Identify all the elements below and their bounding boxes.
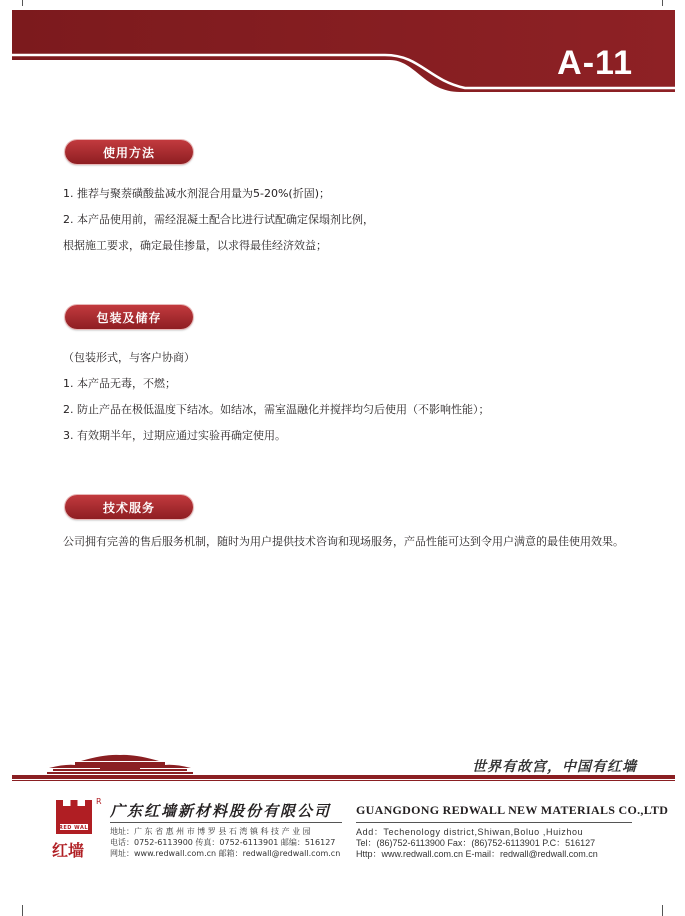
registered-mark: R: [96, 797, 102, 806]
en-phone: Tel：(86)752-6113900 Fax：(86)752-6113901 P.C：516127: [356, 838, 596, 848]
product-code: A-11: [557, 44, 633, 82]
cn-web: 网址：www.redwall.com.cn 邮箱：redwall@redwall.com.cn: [110, 849, 341, 858]
packaging-line-4: 3. 有效期半年，过期应通过实验再确定使用。: [63, 429, 286, 442]
packaging-line-3: 2. 防止产品在极低温度下结冰。如结冰，需室温融化并搅拌均匀后使用（不影响性能）；: [63, 403, 490, 416]
cn-phone: 电话：0752-6113900 传真：0752-6113901 邮编：516127: [110, 838, 336, 847]
palace-icon: [45, 752, 195, 774]
company-name-cn: 广东红墙新材料股份有限公司: [110, 802, 332, 820]
usage-line-3: 根据施工要求，确定最佳掺量，以求得最佳经济效益；: [63, 239, 327, 252]
crop-mark-bl: [22, 905, 23, 916]
en-divider: [356, 822, 632, 823]
section-title-service: 技术服务: [65, 495, 193, 519]
section-title-packaging: 包装及储存: [65, 305, 193, 329]
footer-rule: [12, 775, 675, 779]
slogan: 世界有故宫，中国有红墙: [472, 759, 637, 775]
company-name-en: GUANGDONG REDWALL NEW MATERIALS CO.,LTD: [356, 803, 669, 817]
en-address: Add：Techenology district,Shiwan,Boluo ,Huizhou: [356, 827, 584, 837]
en-web: Http：www.redwall.com.cn E-mail：redwall@redwall.com.cn: [356, 849, 598, 859]
service-line-1: 公司拥有完善的售后服务机制，随时为用户提供技术咨询和现场服务，产品性能可达到令用户满意的最佳使用效果。: [63, 535, 624, 548]
section-title-usage: 使用方法: [65, 140, 193, 164]
usage-line-1: 1. 推荐与聚萘磺酸盐减水剂混合用量为5-20%(折固)；: [63, 187, 330, 200]
logo-label: RED WALL: [59, 825, 92, 831]
usage-line-2: 2. 本产品使用前，需经混凝土配合比进行试配确定保塌剂比例，: [63, 213, 374, 226]
packaging-line-2: 1. 本产品无毒，不燃；: [63, 377, 176, 390]
packaging-line-1: （包装形式，与客户协商）: [63, 351, 195, 364]
cn-divider: [110, 822, 342, 823]
cn-address: 地址：广 东 省 惠 州 市 博 罗 县 石 湾 镇 科 技 产 业 园: [110, 827, 311, 836]
logo-text: 红墙: [52, 841, 85, 860]
crop-mark-br: [662, 905, 663, 916]
footer-rule-thin: [12, 780, 675, 781]
